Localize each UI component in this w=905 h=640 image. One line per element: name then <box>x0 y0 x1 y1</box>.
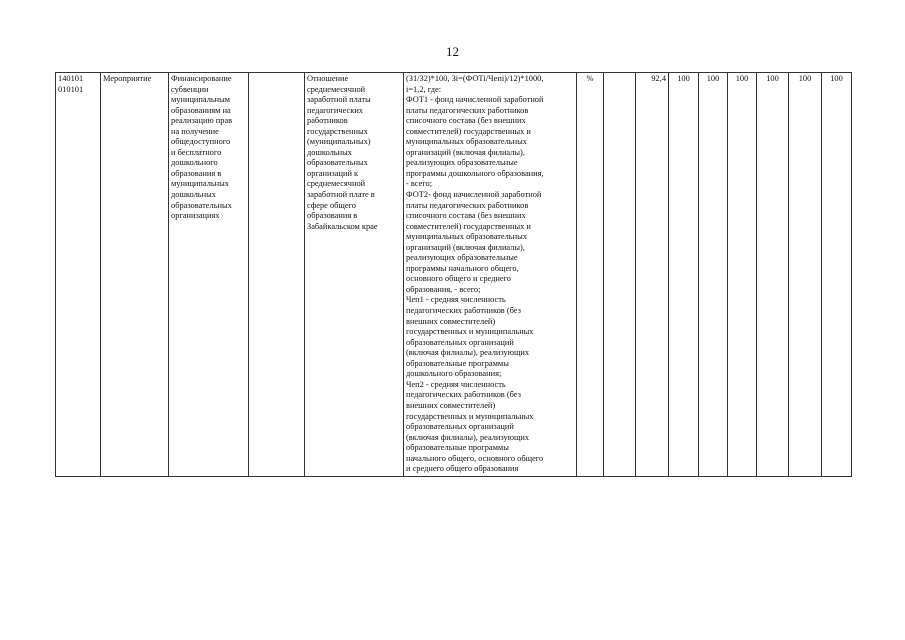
formula-line: муниципальных образовательных <box>406 137 527 147</box>
formula-line: педагогических работников (без <box>406 390 521 400</box>
indicator-line: образовательных <box>307 158 368 168</box>
formula-line: муниципальных образовательных <box>406 232 527 242</box>
formula-line: образовательные программы <box>406 358 509 368</box>
name-line: образовательных <box>171 200 232 210</box>
indicator-line: Отношение <box>307 74 349 83</box>
indicator-line: сфере общего <box>307 200 356 210</box>
formula-line: совместителей) государственных и <box>406 126 531 136</box>
indicator-cell <box>305 73 404 477</box>
type-text: Мероприятие <box>103 74 152 83</box>
name-line: образования в <box>171 168 222 178</box>
indicator-line: среднемесячной <box>307 179 366 189</box>
value-cell: 100 <box>822 73 852 477</box>
name-line: дошкольных <box>171 190 216 200</box>
value-cell: 100 <box>699 73 728 477</box>
name-line: муниципальным <box>171 95 231 105</box>
table-row <box>56 73 852 477</box>
formula-line: дошкольного образования; <box>406 369 502 379</box>
formula-line: программы начального общего, <box>406 263 519 273</box>
code-line: 010101 <box>58 84 84 94</box>
indicator-line: организаций к <box>307 168 359 178</box>
name-line: муниципальных <box>171 179 229 189</box>
formula-cell <box>404 73 577 477</box>
formula-line: программы дошкольного образования, <box>406 168 544 178</box>
type-cell <box>101 73 169 477</box>
formula-line: образовательных организаций <box>406 422 514 432</box>
empty-cell <box>249 73 305 477</box>
formula-line: (З1/З2)*100, Зi=(ФОТi/Чепi)/12)*1000, <box>406 74 544 83</box>
empty-cell <box>604 73 636 477</box>
formula-line: педагогических работников (без <box>406 306 521 316</box>
value-cell: 100 <box>789 73 822 477</box>
formula-line: платы педагогических работников <box>406 105 529 115</box>
name-line: на получение <box>171 126 219 136</box>
indicator-line: образования в <box>307 211 358 221</box>
indicator-line: государственных <box>307 126 368 136</box>
name-line: Финансирование <box>171 74 232 83</box>
indicator-line: педагогических <box>307 105 363 115</box>
value-cell: 100 <box>669 73 699 477</box>
formula-line: образования, - всего; <box>406 284 481 294</box>
formula-line: и среднего общего образования <box>406 464 519 474</box>
page-number: 12 <box>446 44 459 59</box>
name-cell <box>169 73 249 477</box>
formula-line: ФОТ2- фонд начисленной заработной <box>406 190 542 200</box>
formula-line: начального общего, основного общего <box>406 453 544 463</box>
name-line: субвенции <box>171 84 209 94</box>
indicator-line: среднемесячной <box>307 84 366 94</box>
indicator-line: работников <box>307 116 348 126</box>
value-cell: 100 <box>728 73 757 477</box>
name-line: образованиям на <box>171 105 231 115</box>
indicator-line: Забайкальском крае <box>307 221 378 231</box>
name-line: и бесплатного <box>171 147 222 157</box>
formula-line: списочного состава (без внешних <box>406 116 526 126</box>
code-line: 140101 <box>58 74 84 83</box>
formula-line: - всего; <box>406 179 433 189</box>
indicator-line: заработной плате в <box>307 190 375 200</box>
formula-line: внешних совместителей) <box>406 400 496 410</box>
formula-line: платы педагогических работников <box>406 200 529 210</box>
formula-line: совместителей) государственных и <box>406 221 531 231</box>
formula-line: (включая филиалы), реализующих <box>406 432 530 442</box>
formula-line: образовательные программы <box>406 443 509 453</box>
formula-line: основного общего и среднего <box>406 274 511 284</box>
formula-line: ФОТ1 - фонд начисленной заработной <box>406 95 544 105</box>
name-line: реализацию прав <box>171 116 233 126</box>
formula-line: (включая филиалы), реализующих <box>406 348 530 358</box>
formula-line: реализующих образовательные <box>406 158 518 168</box>
formula-line: списочного состава (без внешних <box>406 211 526 221</box>
formula-line: Чеп2 - средняя численность <box>406 379 506 389</box>
formula-line: i=1,2, где: <box>406 84 442 94</box>
indicator-table <box>55 72 852 477</box>
formula-line: государственных и муниципальных <box>406 327 534 337</box>
unit-cell: % <box>577 73 604 477</box>
name-line: общедоступного <box>171 137 231 147</box>
value-cell: 92,4 <box>636 73 669 477</box>
value-cell: 100 <box>757 73 789 477</box>
formula-line: внешних совместителей) <box>406 316 496 326</box>
indicator-line: заработной платы <box>307 95 371 105</box>
formula-line: государственных и муниципальных <box>406 411 534 421</box>
name-line: организациях <box>171 211 220 221</box>
formula-line: реализующих образовательные <box>406 253 518 263</box>
name-line: дошкольного <box>171 158 218 168</box>
formula-line: организаций (включая филиалы), <box>406 242 525 252</box>
formula-line: организаций (включая филиалы), <box>406 147 525 157</box>
formula-line: образовательных организаций <box>406 337 514 347</box>
code-cell <box>56 73 101 477</box>
indicator-line: (муниципальных) <box>307 137 371 147</box>
indicator-line: дошкольных <box>307 147 352 157</box>
formula-line: Чеп1 - средняя численность <box>406 295 506 305</box>
